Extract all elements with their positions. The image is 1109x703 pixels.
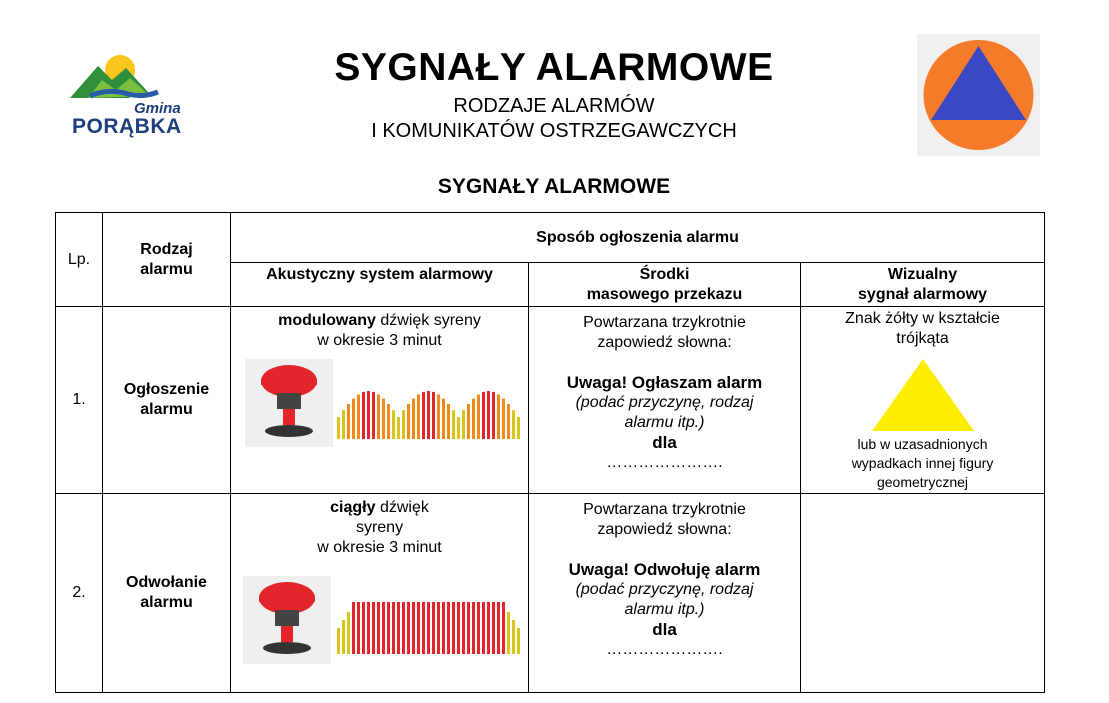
civil-protection-icon [917,34,1040,156]
wave-bar [387,602,390,654]
wave-bar [512,410,515,439]
wave-bar [517,417,520,439]
wave-bar [352,399,355,439]
wave-bar [362,602,365,654]
row2-lp: 2. [56,494,103,693]
wave-bar [377,394,380,439]
modulated-wave-icon [335,381,525,439]
table-row [56,494,1045,693]
wave-bar [367,391,370,439]
wave-bar [367,602,370,654]
wave-bar [452,602,455,654]
wave-bar [517,628,520,654]
wave-bar [507,612,510,654]
wave-bar [392,410,395,439]
wave-bar [462,410,465,439]
wave-bar [512,620,515,654]
row1-visual: Znak żółty w kształcie trójkąta lub w uzasadnionych wypadkach innej figury geometrycznej [801,307,1045,494]
wave-bar [462,602,465,654]
wave-bar [457,417,460,439]
header-lp: Lp. [56,213,103,307]
yellow-triangle-icon [868,355,978,435]
row2-media: Powtarzana trzykrotnie zapowiedź słowna: Uwaga! Odwołuję alarm (podać przyczynę, rodzaj alarmu itp.) dla …………………. [529,494,801,693]
wave-bar [497,394,500,439]
wave-bar [427,391,430,439]
header-akustyczny: Akustyczny system alarmowy [231,263,529,307]
wave-bar [382,399,385,439]
wave-bar [382,602,385,654]
wave-bar [457,602,460,654]
wave-bar [427,602,430,654]
wave-bar [342,410,345,439]
wave-bar [392,602,395,654]
wave-bar [347,612,350,654]
wave-bar [397,417,400,439]
wave-bar [502,602,505,654]
wave-bar [337,417,340,439]
wave-bar [407,404,410,439]
wave-bar [402,602,405,654]
siren-icon [243,576,331,664]
siren-icon [245,359,333,447]
wave-bar [357,602,360,654]
logo-town-text: PORĄBKA [72,115,182,138]
wave-bar [417,394,420,439]
wave-bar [487,391,490,439]
row1-lp: 1. [56,307,103,494]
wave-bar [337,628,340,654]
row1-acoustic: modulowany dźwięk syreny w okresie 3 minut [231,307,529,494]
section-title: SYGNAŁY ALARMOWE [437,175,671,198]
wave-bar [362,392,365,439]
wave-bar [472,399,475,439]
wave-bar [372,602,375,654]
wave-bar [492,392,495,439]
logo-gmina-text: Gmina [134,100,181,117]
wave-bar [402,410,405,439]
row2-visual-empty [801,494,1045,693]
wave-bar [477,602,480,654]
wave-bar [412,602,415,654]
page-subtitle-line2: I KOMUNIKATÓW OSTRZEGAWCZYCH [371,120,737,142]
wave-bar [352,602,355,654]
wave-bar [492,602,495,654]
wave-bar [442,399,445,439]
wave-bar [387,404,390,439]
wave-bar [372,392,375,439]
wave-bar [432,392,435,439]
row2-acoustic: ciągły dźwięk syreny w okresie 3 minut [231,494,529,693]
page-title: SYGNAŁY ALARMOWE [334,46,774,89]
wave-bar [477,394,480,439]
wave-bar [437,602,440,654]
wave-bar [437,394,440,439]
row1-media: Powtarzana trzykrotnie zapowiedź słowna: Uwaga! Ogłaszam alarm (podać przyczynę, rodzaj alarmu itp.) dla …………………. [529,307,801,494]
wave-bar [452,410,455,439]
wave-bar [347,404,350,439]
wave-bar [377,602,380,654]
civil-protection-logo [917,34,1040,156]
wave-bar [482,602,485,654]
header-srodki: Środki masowego przekazu [529,263,801,307]
wave-bar [432,602,435,654]
wave-bar [447,404,450,439]
continuous-wave-icon [335,596,525,654]
row2-rodzaj: Odwołanie alarmu [103,494,231,693]
wave-bar [487,602,490,654]
wave-bar [447,602,450,654]
wave-bar [442,602,445,654]
wave-bar [357,394,360,439]
wave-bar [412,399,415,439]
wave-bar [497,602,500,654]
wave-bar [507,404,510,439]
wave-bar [482,392,485,439]
wave-bar [407,602,410,654]
wave-bar [422,392,425,439]
header-wizualny: Wizualny sygnał alarmowy [801,263,1045,307]
row1-rodzaj: Ogłoszenie alarmu [103,307,231,494]
alarm-signals-table [55,212,1045,693]
wave-bar [502,399,505,439]
wave-bar [342,620,345,654]
table-row [56,307,1045,494]
header-rodzaj: Rodzaj alarmu [103,213,231,307]
wave-bar [472,602,475,654]
wave-bar [397,602,400,654]
wave-bar [417,602,420,654]
header-sposob: Sposób ogłoszenia alarmu [231,213,1045,263]
page-subtitle-line1: RODZAJE ALARMÓW [453,95,655,117]
wave-bar [467,404,470,439]
wave-bar [467,602,470,654]
wave-bar [422,602,425,654]
